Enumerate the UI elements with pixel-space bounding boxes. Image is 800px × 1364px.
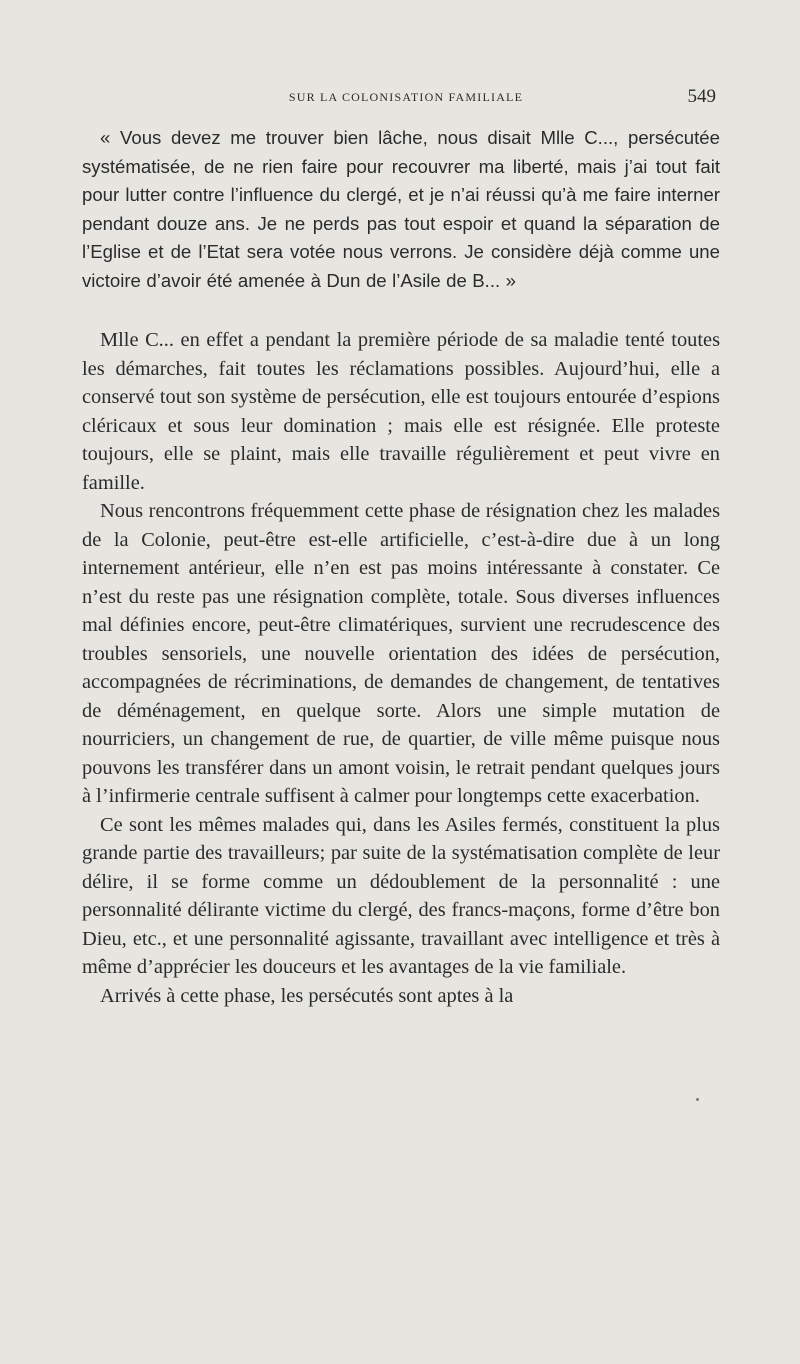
paper-speck bbox=[696, 1098, 699, 1101]
paragraph-3: Ce sont les mêmes malades qui, dans les Asiles fermés, constituent la plus grande partie des travailleurs; par suite de la systématisation complète de leur délire, il se forme comme un dédoublement de la personnalité : une personnalité délirante victime du clergé, des francs-maçons, forme d’être bon Dieu, etc., et une personnalité agissante, travaillant avec intelligence et très à même d’apprécier les douceurs et les avantages de la vie familiale. bbox=[82, 813, 720, 978]
running-head bbox=[96, 86, 716, 114]
running-title: SUR LA COLONISATION FAMILIALE bbox=[288, 90, 524, 104]
paragraph-2: Nous rencontrons fréquemment cette phase de résignation chez les malades de la Colonie, peut-être est-elle artificielle, c’est-à-dire due à un long internement antérieur, elle n’en est pas moins intéressante à constater. Ce n’est du reste pas une résignation complète, totale. Sous diverses influences mal définies encore, peut-être climatériques, survient une recrudescence des troubles sensoriels, une nouvelle orientation des idées de persécution, accompagnées de récriminations, de demandes de changement, de tentatives de déménagement, en quelque sorte. Alors une simple mutation de nourriciers, un changement de rue, de quartier, de ville même puisque nous pouvons les transférer dans un amont voisin, le retrait pendant quelques jours à l’infirmerie centrale suffisent à calmer pour longtemps cette exacerbation. bbox=[82, 500, 720, 807]
paragraph-1: Mlle C... en effet a pendant la première période de sa maladie tenté toutes les démarches, fait toutes les réclamations possibles. Aujourd’hui, elle a conservé tout son système de persécution, elle est toujours entourée d’espions cléricaux et sous leur domination ; mais elle est résignée. Elle proteste toujours, elle se plaint, mais elle travaille régulièrement et peut vivre en famille. bbox=[82, 329, 720, 494]
page-number: 549 bbox=[687, 86, 716, 107]
quote-paragraph: « Vous devez me trouver bien lâche, nous disait Mlle C..., persécutée systématisée, de ne rien faire pour recouvrer ma liberté, mais j’ai tout fait pour lutter contre l’influence du clergé, et je n’ai réussi qu’à me faire interner pendant douze ans. Je ne perds pas tout espoir et quand la séparation de l’Eglise et de l’Etat sera votée nous verrons. Je considère déjà comme une victoire d’avoir été amenée à Dun de l’Asile de B... » bbox=[82, 127, 720, 291]
paragraph-4: Arrivés à cette phase, les persécutés sont aptes à la bbox=[100, 984, 514, 1007]
paragraph-gap bbox=[82, 295, 720, 326]
body-text bbox=[82, 124, 720, 1010]
